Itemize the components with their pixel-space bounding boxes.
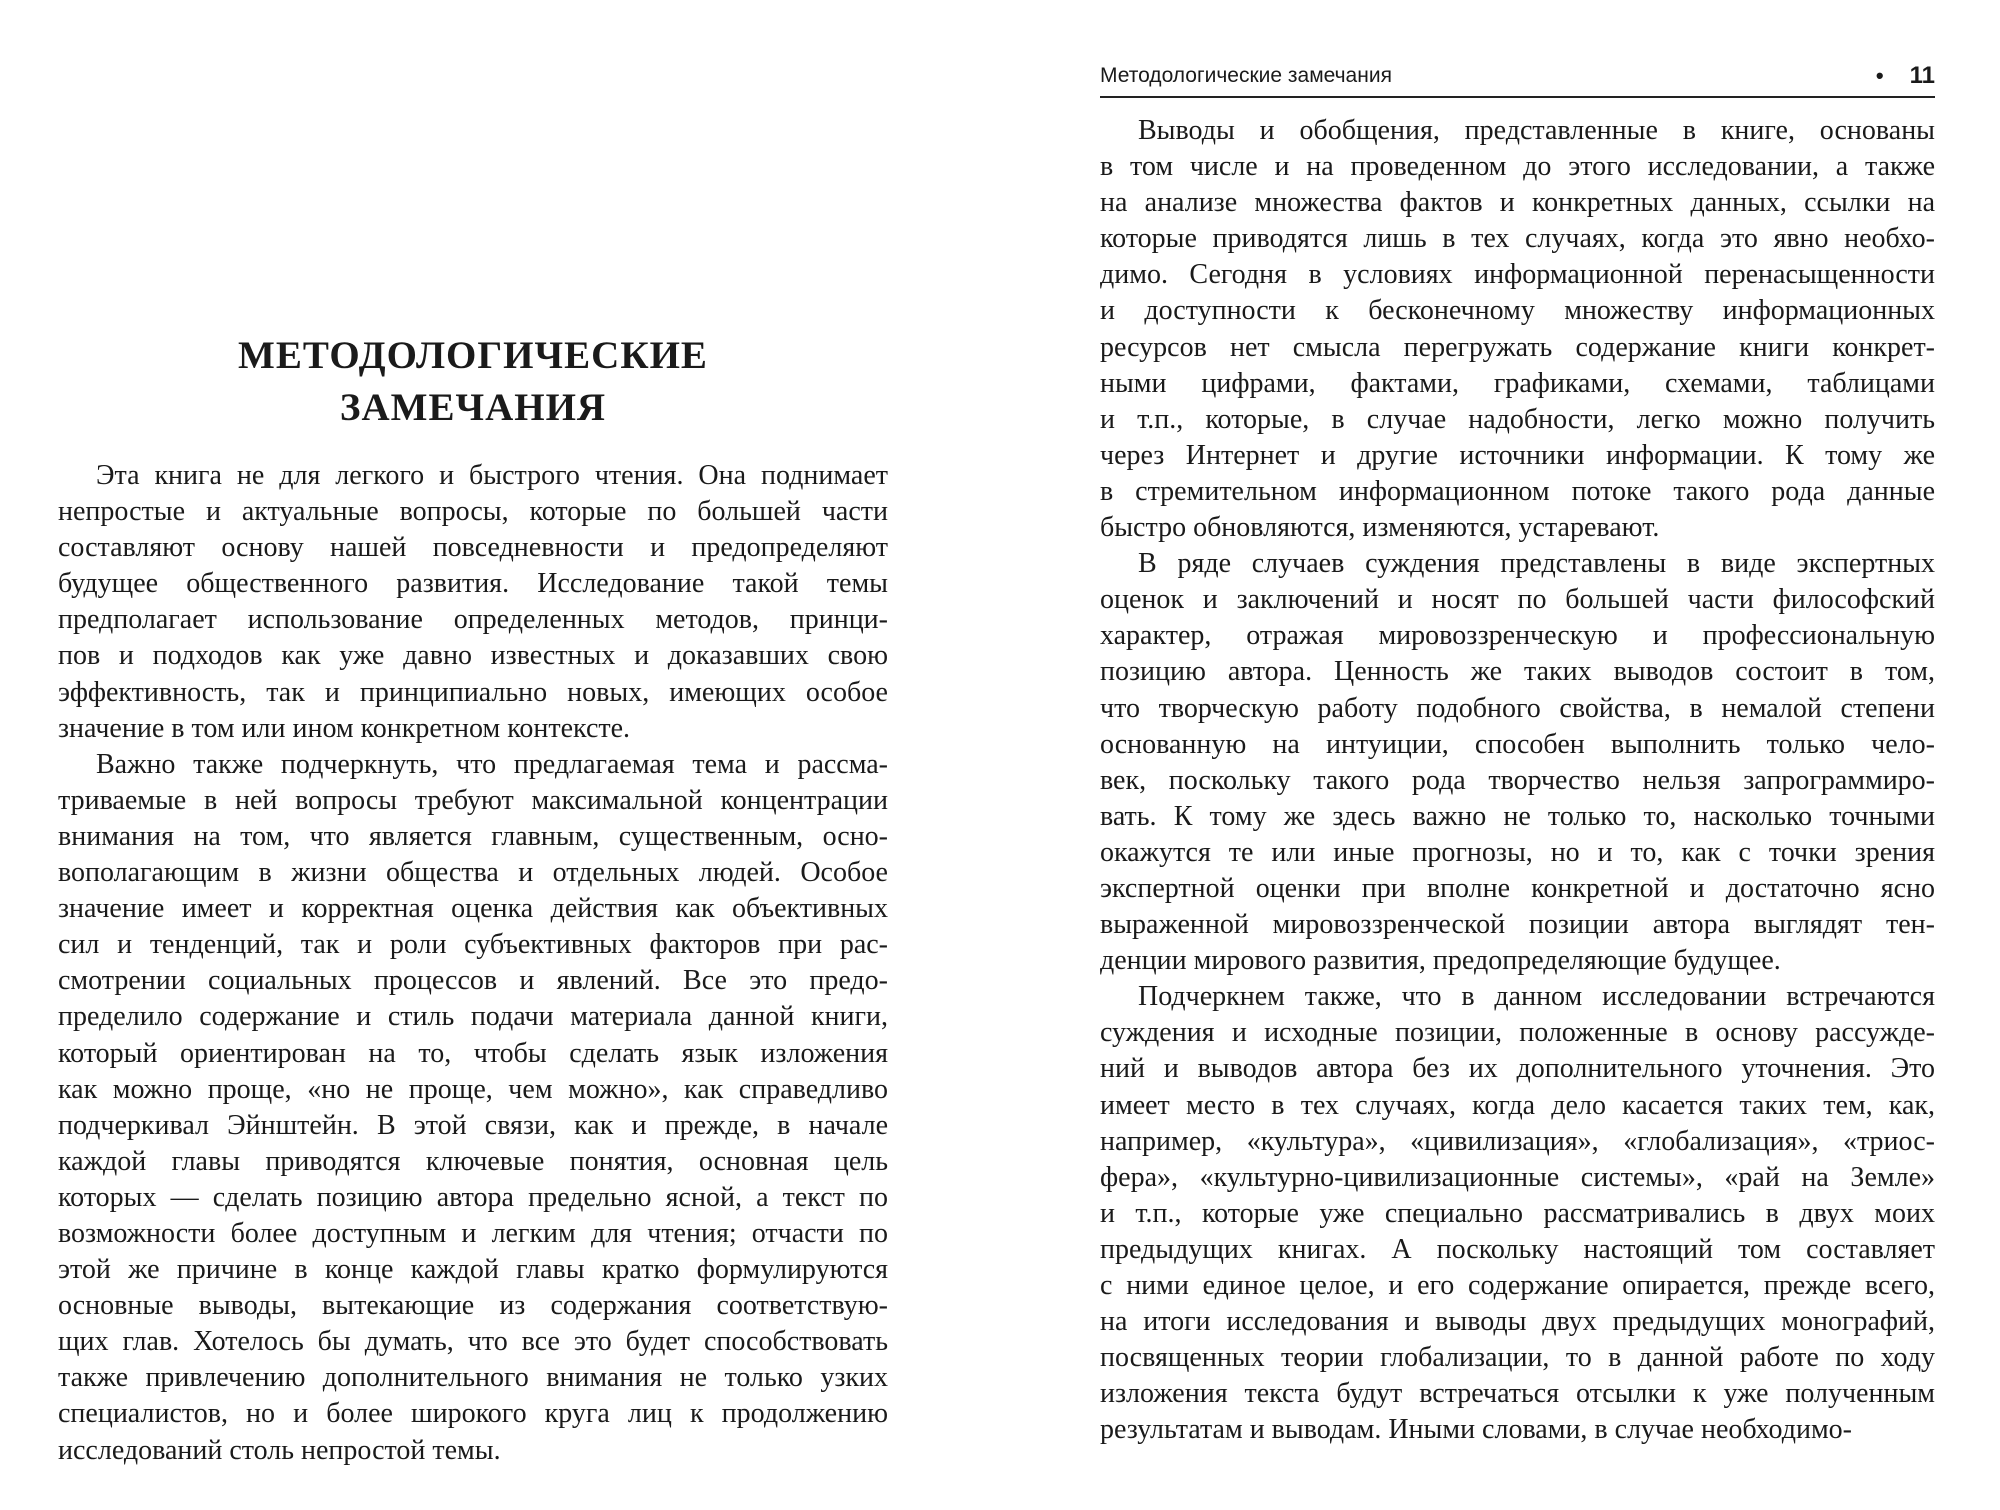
text-line: с ними единое целое, и его содержание опирается, прежде всего,	[1100, 1270, 1935, 1301]
text-line: подчеркивал Эйнштейн. В этой связи, как и прежде, в начале	[58, 1109, 888, 1141]
text-line: в том числе и на проведенном до этого исследовании, а также	[1100, 151, 1935, 183]
text-line: будущее общественного развития. Исследование такой темы	[58, 568, 888, 600]
text-line: предполагает использование определенных методов, принци-	[58, 604, 888, 636]
text-line: быстро обновляются, изменяются, устаревают.	[1100, 512, 1660, 544]
text-line: каждой главы приводятся ключевые понятия, основная цель	[58, 1145, 888, 1177]
text-line: внимания на том, что является главным, существенным, осно-	[58, 820, 888, 852]
text-line: имеет место в тех случаях, когда дело касается таких тем, как,	[1100, 1089, 1935, 1121]
text-line: вать. К тому же здесь важно не только то, насколько точными	[1100, 800, 1935, 832]
text-line: Выводы и обобщения, представленные в книге, основаны	[1138, 115, 1935, 146]
chapter-title-line-2: ЗАМЕЧАНИЯ	[339, 386, 607, 429]
left-body-text	[58, 458, 888, 1469]
text-line: которых — сделать позицию автора предельно ясной, а текст по	[58, 1181, 888, 1213]
text-line: оценок и заключений и носят по большей части философский	[1100, 584, 1935, 616]
paragraph	[1100, 546, 1935, 979]
text-line: ными цифрами, фактами, графиками, схемами, таблицами	[1100, 367, 1935, 399]
text-line: как можно проще, «но не проще, чем можно», как справедливо	[58, 1073, 888, 1105]
text-line: смотрении социальных процессов и явлений. Все это предо-	[58, 965, 888, 997]
text-line: основанную на интуиции, способен выполнить только чело-	[1100, 728, 1935, 760]
text-line: денции мирового развития, предопределяющие будущее.	[1100, 945, 1781, 977]
text-line: значение имеет и корректная оценка действия как объективных	[58, 893, 888, 925]
paragraph	[1100, 979, 1935, 1448]
text-line: Подчеркнем также, что в данном исследовании встречаются	[1138, 981, 1935, 1013]
running-head	[1100, 62, 1935, 98]
text-line: век, поскольку такого рода творчество нельзя запрограммиро-	[1100, 764, 1935, 796]
text-line: эффективность, так и принципиально новых, имеющих особое	[58, 676, 888, 708]
page-number-block	[1876, 62, 1935, 90]
text-line: возможности более доступным и легким для чтения; отчасти по	[58, 1217, 888, 1249]
text-line: триваемые в ней вопросы требуют максимальной концентрации	[58, 784, 888, 816]
text-line: на итоги исследования и выводы двух предыдущих монографий,	[1100, 1306, 1935, 1338]
text-line: и т.п., которые уже специально рассматривались в двух моих	[1100, 1197, 1935, 1229]
text-line: результатам и выводам. Иными словами, в случае необходимо-	[1100, 1414, 1852, 1446]
text-line: на анализе множества фактов и конкретных данных, ссылки на	[1100, 187, 1935, 219]
text-line: которые приводятся лишь в тех случаях, когда это явно необхо-	[1100, 223, 1935, 255]
text-line: димо. Сегодня в условиях информационной перенасыщенности	[1100, 259, 1935, 291]
text-line: щих глав. Хотелось бы думать, что все это будет способствовать	[58, 1326, 888, 1358]
text-line: позицию автора. Ценность же таких выводов состоит в том,	[1100, 656, 1935, 688]
text-line: суждения и исходные позиции, положенные в основу рассужде-	[1100, 1017, 1935, 1049]
bullet-icon: •	[1875, 63, 1884, 88]
text-line: также привлечению дополнительного внимания не только узких	[58, 1362, 888, 1394]
text-line: фера», «культурно-цивилизационные системы», «рай на Земле»	[1100, 1161, 1935, 1193]
text-line: выраженной мировоззренческой позиции автора выглядят тен-	[1100, 909, 1935, 941]
paragraph	[1100, 113, 1935, 546]
text-line: пов и подходов как уже давно известных и доказавших свою	[58, 640, 888, 672]
chapter-title	[58, 330, 888, 434]
page-number: 11	[1909, 62, 1935, 89]
running-head-title: Методологические замечания	[1100, 64, 1392, 87]
right-body-text	[1100, 113, 1935, 1448]
text-line: через Интернет и другие источники информации. К тому же	[1100, 439, 1935, 471]
text-line: Важно также подчеркнуть, что предлагаемая тема и рассма-	[96, 748, 888, 780]
text-line: исследований столь непростой темы.	[58, 1434, 501, 1466]
paragraph	[58, 458, 888, 747]
text-line: этой же причине в конце каждой главы кратко формулируются	[58, 1254, 888, 1286]
text-line: и т.п., которые, в случае надобности, легко можно получить	[1100, 403, 1935, 435]
text-line: значение в том или ином конкретном контексте.	[58, 712, 631, 744]
text-line: и доступности к бесконечному множеству информационных	[1100, 295, 1935, 327]
text-line: что творческую работу подобного свойства, в немалой степени	[1100, 692, 1935, 724]
text-line: изложения текста будут встречаться отсылки к уже полученным	[1100, 1378, 1935, 1410]
text-line: специалистов, но и более широкого круга лиц к продолжению	[58, 1398, 888, 1430]
text-line: например, «культура», «цивилизация», «глобализация», «триос-	[1100, 1125, 1935, 1157]
text-line: Эта книга не для легкого и быстрого чтения. Она поднимает	[96, 460, 888, 491]
text-line: В ряде случаев суждения представлены в виде экспертных	[1138, 548, 1935, 580]
text-line: составляют основу нашей повседневности и предопределяют	[58, 532, 888, 564]
paragraph	[58, 747, 888, 1469]
text-line: основные выводы, вытекающие из содержания соответствую-	[58, 1290, 888, 1322]
text-line: пределило содержание и стиль подачи материала данной книги,	[58, 1001, 888, 1033]
text-line: характер, отражая мировоззренческую и профессиональную	[1100, 620, 1935, 652]
text-line: ний и выводов автора без их дополнительного уточнения. Это	[1100, 1053, 1935, 1085]
text-line: ресурсов нет смысла перегружать содержание книги конкрет-	[1100, 331, 1935, 363]
text-line: непростые и актуальные вопросы, которые по большей части	[58, 496, 888, 528]
chapter-title-line-1: МЕТОДОЛОГИЧЕСКИЕ	[238, 334, 708, 377]
text-line: предыдущих книгах. А поскольку настоящий том составляет	[1100, 1233, 1935, 1265]
text-line: экспертной оценки при вполне конкретной и достаточно ясно	[1100, 872, 1935, 904]
text-line: сил и тенденций, так и роли субъективных факторов при рас-	[58, 929, 888, 961]
text-line: который ориентирован на то, чтобы сделать язык изложения	[58, 1037, 888, 1069]
text-line: посвященных теории глобализации, то в данной работе по ходу	[1100, 1342, 1935, 1374]
text-line: окажутся те или иные прогнозы, но и то, как с точки зрения	[1100, 836, 1935, 868]
text-line: вополагающим в жизни общества и отдельных людей. Особое	[58, 857, 888, 889]
text-line: в стремительном информационном потоке такого рода данные	[1100, 475, 1935, 507]
